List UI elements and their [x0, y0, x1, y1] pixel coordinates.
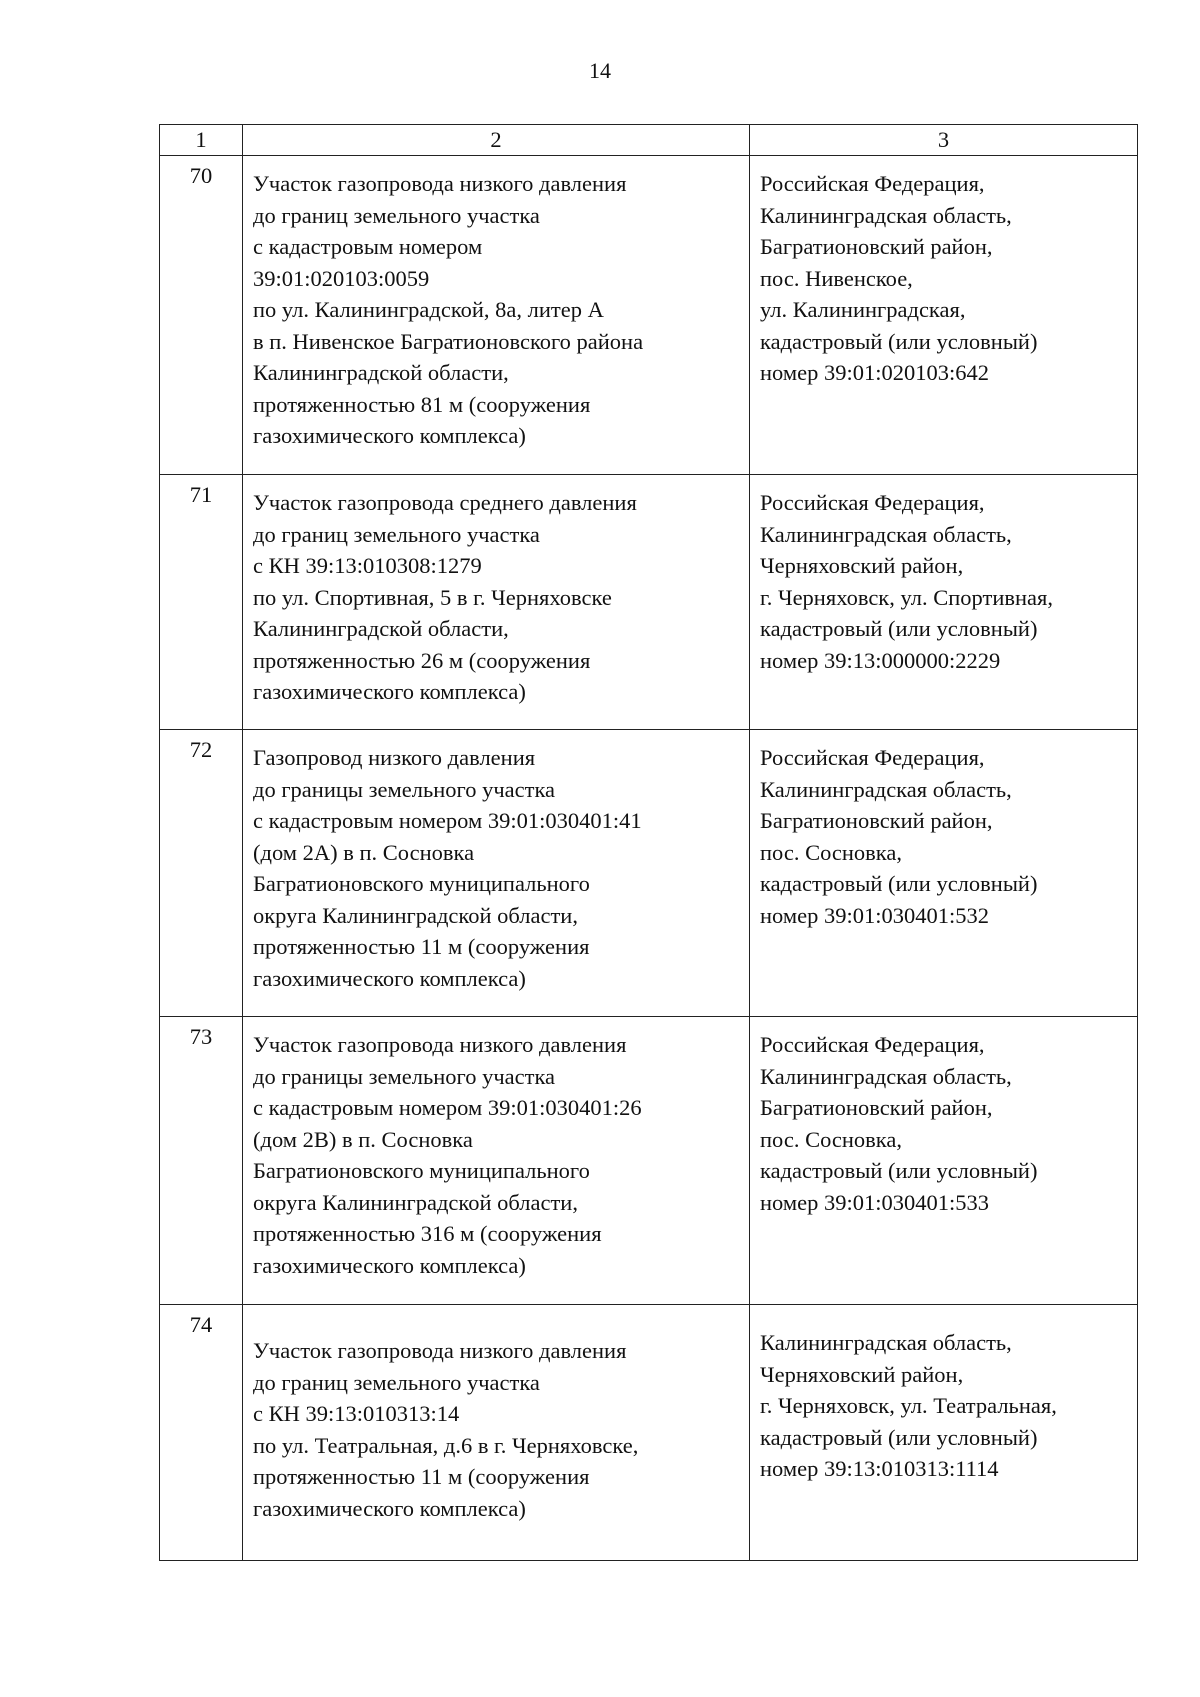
row-number: 70 — [160, 156, 243, 475]
object-address: Российская Федерация, Калининградская область, Багратионовский район, пос. Сосновка, кадастровый (или условный) номер 39:01:030401:532 — [750, 730, 1138, 1017]
table-row — [160, 156, 1138, 475]
table-row — [160, 1305, 1138, 1561]
object-address: Российская Федерация, Калининградская область, Багратионовский район, пос. Сосновка, кадастровый (или условный) номер 39:01:030401:533 — [750, 1017, 1138, 1305]
object-description: Газопровод низкого давления до границы земельного участка с кадастровым номером 39:01:030401:41 (дом 2А) в п. Сосновка Багратионовского муниципального округа Калининградской области, протяженностью 11 м (сооружения газохимического комплекса) — [243, 730, 750, 1017]
row-number: 71 — [160, 475, 243, 730]
object-description: Участок газопровода низкого давления до границ земельного участка с кадастровым номером 39:01:020103:0059 по ул. Калининградской, 8а, литер А в п. Нивенское Багратионовского района Калининградской области, протяженностью 81 м (сооружения газохимического комплекса) — [243, 156, 750, 475]
row-number: 73 — [160, 1017, 243, 1305]
page-number: 14 — [589, 58, 611, 83]
table-row — [160, 1017, 1138, 1305]
object-address: Калининградская область, Черняховский район, г. Черняховск, ул. Театральная, кадастровый (или условный) номер 39:13:010313:1114 — [750, 1305, 1138, 1561]
property-table — [159, 124, 1138, 1561]
row-number: 72 — [160, 730, 243, 1017]
table-row — [160, 730, 1138, 1017]
column-header-address: 3 — [750, 125, 1138, 156]
table-row — [160, 475, 1138, 730]
object-address: Российская Федерация, Калининградская область, Черняховский район, г. Черняховск, ул. Спортивная, кадастровый (или условный) номер 39:13:000000:2229 — [750, 475, 1138, 730]
object-description: Участок газопровода низкого давления до границы земельного участка с кадастровым номером 39:01:030401:26 (дом 2В) в п. Сосновка Багратионовского муниципального округа Калининградской области, протяженностью 316 м (сооружения газохимического комплекса) — [243, 1017, 750, 1305]
object-description: Участок газопровода среднего давления до границ земельного участка с КН 39:13:010308:1279 по ул. Спортивная, 5 в г. Черняховске Калининградской области, протяженностью 26 м (сооружения газохимического комплекса) — [243, 475, 750, 730]
row-number: 74 — [160, 1305, 243, 1561]
object-address: Российская Федерация, Калининградская область, Багратионовский район, пос. Нивенское, ул. Калининградская, кадастровый (или условный) номер 39:01:020103:642 — [750, 156, 1138, 475]
object-description: Участок газопровода низкого давления до границ земельного участка с КН 39:13:010313:14 по ул. Театральная, д.6 в г. Черняховске, протяженностью 11 м (сооружения газохимического комплекса) — [243, 1305, 750, 1561]
column-header-object: 2 — [243, 125, 750, 156]
column-header-number: 1 — [160, 125, 243, 156]
table-header-row — [160, 125, 1138, 156]
